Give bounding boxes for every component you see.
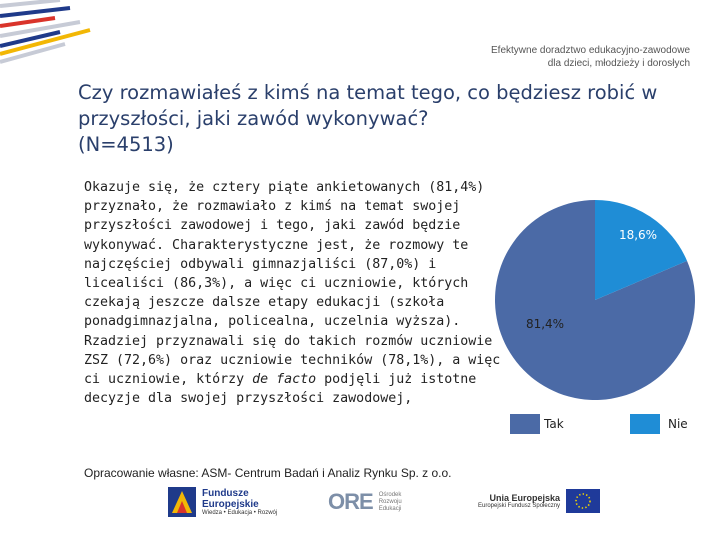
pie-chart xyxy=(480,190,720,450)
header-line-2: dla dzieci, młodzieży i dorosłych xyxy=(547,58,690,69)
fe-subtitle: Wiedza • Edukacja • Rozwój xyxy=(202,510,278,516)
body-paragraph xyxy=(84,178,524,408)
ore-logo-text: ORE xyxy=(328,489,373,514)
pie-legend xyxy=(510,414,688,434)
pie-data-label-tak: 81,4% xyxy=(525,317,565,331)
body-text-part1: Okazuje się, że cztery piąte ankietowanych (81,4%) przyznało, że rozmawiało z kimś na temat swojej przyszłości zawodowej i tego, jaki zawód będzie wykonywać. Charakterystyczne jest, że rozmowy te najczęściej odbywali gimnazjaliści (87,0%) i licealiści (86,3%), a więc ci uczniowie, których czekają jeszcze dalsze etapy edukacji (szkoła ponadgimnazjalna, policealna, uczelnia wyższa). Rzadziej przyznawali się do takich rozmów uczniowie ZSZ (72,6%) oraz uczniowie techników (78,1%), a więc ci uczniowie, którzy xyxy=(84,180,501,388)
header-line-1: Efektywne doradztwo edukacyjno-zawodowe xyxy=(491,45,690,56)
title-sample-size: (N=4513) xyxy=(78,133,174,156)
footer-logos xyxy=(0,485,720,525)
ue-line-1: Unia Europejska xyxy=(489,493,561,503)
header-project-name xyxy=(491,44,690,70)
eu-flag-icon xyxy=(566,489,600,513)
logo-fundusze-europejskie xyxy=(168,487,277,517)
body-text-italic: de facto xyxy=(252,372,317,388)
fe-line-2: Europejskie xyxy=(202,499,259,510)
slide-title xyxy=(78,80,678,158)
legend-swatch-tak xyxy=(510,414,540,434)
header-stripes-decoration xyxy=(0,0,110,70)
body-text-part2: podjęli już istotne decyzje dla swojej przyszłości zawodowej, xyxy=(84,372,477,407)
legend-label-nie: Nie xyxy=(668,417,688,431)
fe-logo-text xyxy=(202,488,277,516)
ore-subtitle: Ośrodek Rozwoju Edukacji xyxy=(378,491,402,512)
logo-ore xyxy=(328,489,417,515)
fe-line-1: Fundusze xyxy=(202,488,249,499)
pie-data-label-nie: 18,6% xyxy=(618,227,658,242)
ue-subtitle: Europejski Fundusz Społeczny xyxy=(478,503,561,509)
legend-label-tak: Tak xyxy=(544,417,564,431)
pie-slices xyxy=(495,200,695,400)
logo-unia-europejska xyxy=(478,489,600,513)
legend-swatch-nie xyxy=(630,414,660,434)
fe-logo-icon xyxy=(168,487,196,517)
source-note: Opracowanie własne: ASM- Centrum Badań i Analiz Rynku Sp. z o.o. xyxy=(84,466,452,480)
ue-logo-text xyxy=(478,493,560,509)
title-question: Czy rozmawiałeś z kimś na temat tego, co będziesz robić w przyszłości, jaki zawód wykonywać? xyxy=(78,81,658,130)
